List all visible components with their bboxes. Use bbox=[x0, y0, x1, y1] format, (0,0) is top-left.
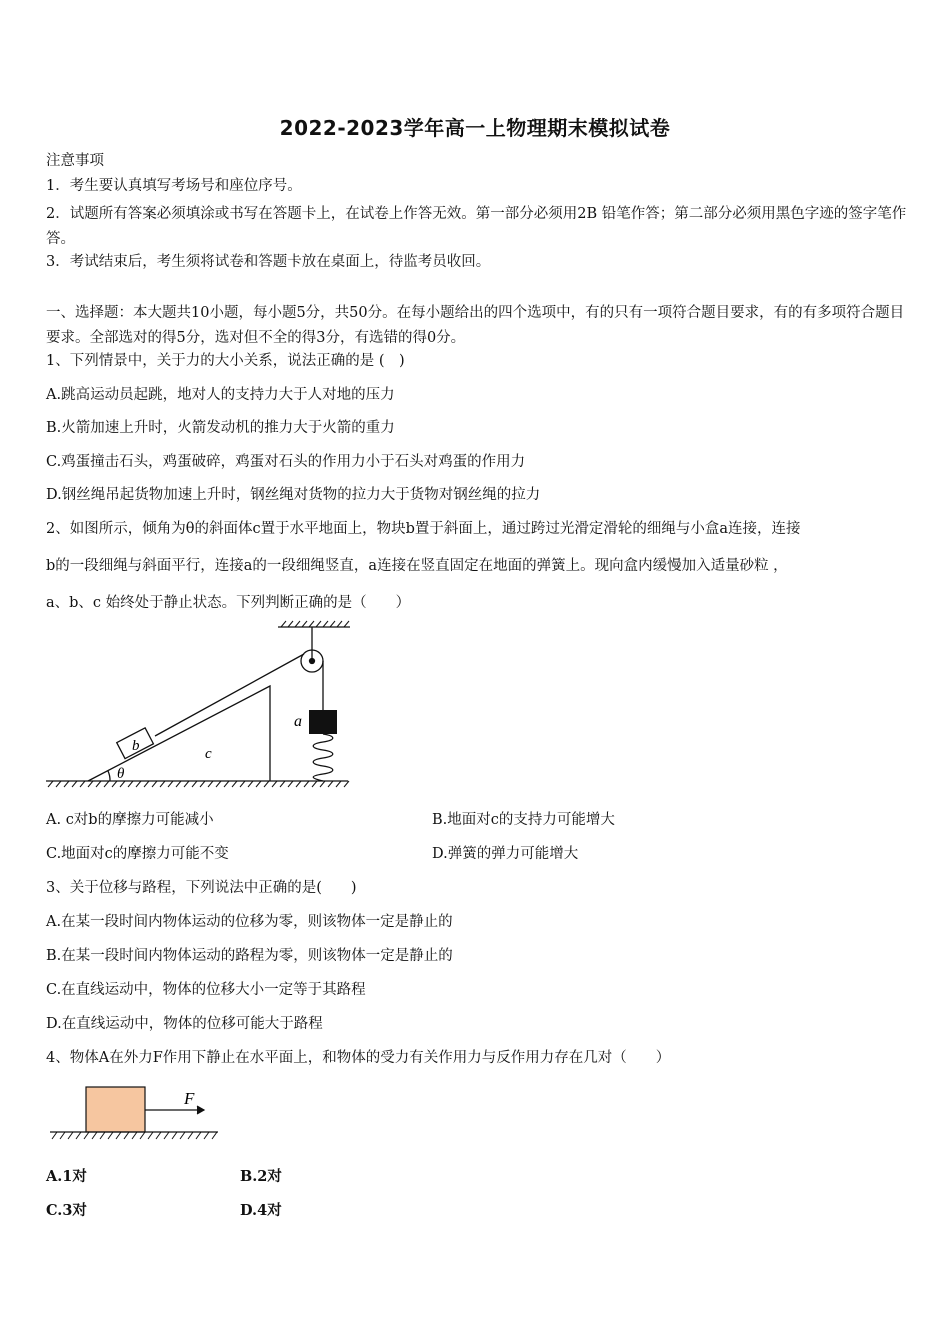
q4-option-c: C.3对 bbox=[46, 1202, 87, 1219]
q1-option-c: C.鸡蛋撞击石头，鸡蛋破碎，鸡蛋对石头的作用力小于石头对鸡蛋的作用力 bbox=[46, 454, 526, 470]
block-a bbox=[86, 1087, 145, 1132]
q3-stem: 3、关于位移与路程，下列说法中正确的是( ) bbox=[46, 880, 357, 896]
q4-option-a: A.1对 bbox=[46, 1168, 87, 1185]
q3-option-d: D.在直线运动中，物体的位移可能大于路程 bbox=[46, 1016, 323, 1032]
q1-option-b: B.火箭加速上升时，火箭发动机的推力大于火箭的重力 bbox=[46, 420, 395, 436]
label-b: b bbox=[132, 738, 140, 754]
q2-stem-line3: a、b、c 始终处于静止状态。下列判断正确的是（ ） bbox=[46, 595, 411, 611]
q1-stem: 1、下列情景中，关于力的大小关系，说法正确的是 ( ) bbox=[46, 353, 405, 369]
q3-option-a: A.在某一段时间内物体运动的位移为零，则该物体一定是静止的 bbox=[46, 914, 453, 930]
q1-option-d: D.钢丝绳吊起货物加速上升时，钢丝绳对货物的拉力大于货物对钢丝绳的拉力 bbox=[46, 487, 541, 503]
q2-option-d: D.弹簧的弹力可能增大 bbox=[432, 846, 579, 862]
q1-option-a: A.跳高运动员起跳，地对人的支持力大于人对地的压力 bbox=[46, 387, 395, 403]
q2-option-b: B.地面对c的支持力可能增大 bbox=[432, 812, 615, 828]
notice-item-1: 1．考生要认真填写考场号和座位序号。 bbox=[46, 178, 302, 194]
q3-option-b: B.在某一段时间内物体运动的路程为零，则该物体一定是静止的 bbox=[46, 948, 453, 964]
notice-item-3: 3．考试结束后，考生须将试卷和答题卡放在桌面上，待监考员收回。 bbox=[46, 254, 491, 270]
q4-option-b: B.2对 bbox=[240, 1168, 282, 1185]
q4-figure bbox=[46, 1082, 226, 1144]
q4-option-d: D.4对 bbox=[240, 1202, 282, 1219]
label-c: c bbox=[205, 746, 212, 762]
page-title: 2022-2023学年高一上物理期末模拟试卷 bbox=[279, 116, 671, 140]
box-a bbox=[309, 710, 337, 734]
q2-option-c: C.地面对c的摩擦力可能不变 bbox=[46, 846, 229, 862]
notice-item-2: 2．试题所有答案必须填涂或书写在答题卡上，在试卷上作答无效。第一部分必须用2B 铅笔作答；第二部分必须用黑色字迹的签字笔作答。 bbox=[46, 206, 907, 247]
label-force: F bbox=[184, 1089, 195, 1108]
notice-heading: 注意事项 bbox=[46, 153, 104, 169]
q2-stem-line2: b的一段细绳与斜面平行，连接a的一段细绳竖直，a连接在竖直固定在地面的弹簧上。现向盒内缓慢加入适量砂粒 ， bbox=[46, 558, 788, 574]
q2-stem-line1: 2、如图所示，倾角为θ的斜面体c置于水平地面上，物块b置于斜面上，通过跨过光滑定滑轮的细绳与小盒a连接，连接 bbox=[46, 521, 801, 537]
q4-stem: 4、物体A在外力F作用下静止在水平面上，和物体的受力有关作用力与反作用力存在几对（ ） bbox=[46, 1050, 671, 1066]
section1-intro: 一、选择题：本大题共10小题，每小题5分，共50分。在每小题给出的四个选项中，有的只有一项符合题目要求，有的有多项符合题目要求。全部选对的得5分，选对但不全的得3分，有选错的得0分。 bbox=[46, 305, 905, 346]
q2-figure bbox=[40, 618, 360, 793]
q2-option-a: A. c对b的摩擦力可能减小 bbox=[46, 812, 214, 828]
label-a: a bbox=[294, 713, 302, 730]
label-theta: θ bbox=[117, 766, 125, 782]
q3-option-c: C.在直线运动中，物体的位移大小一定等于其路程 bbox=[46, 982, 366, 998]
